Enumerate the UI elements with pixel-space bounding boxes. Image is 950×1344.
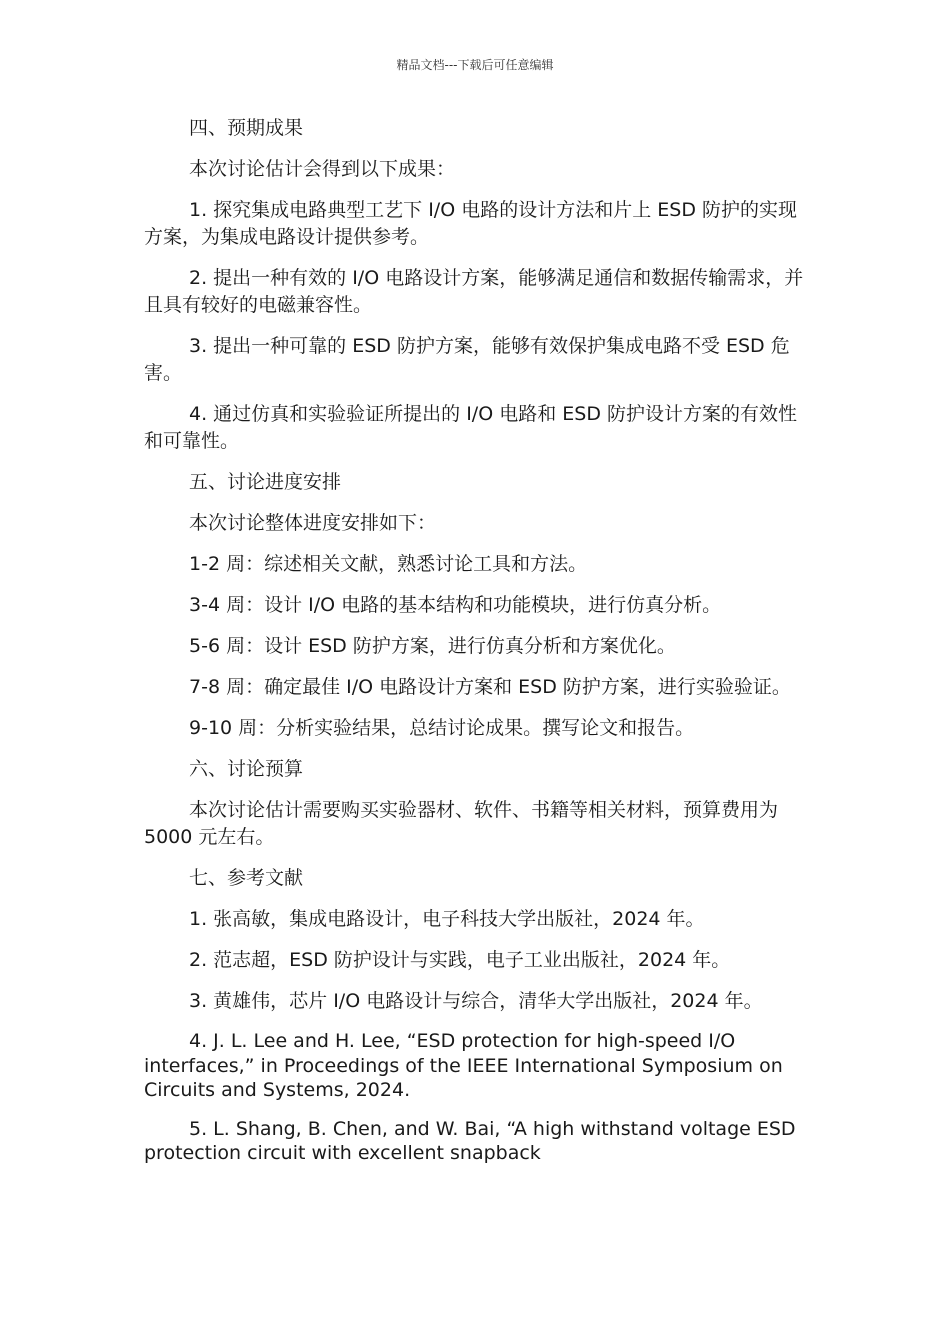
list-item: 3. 提出一种可靠的 ESD 防护方案，能够有效保护集成电路不受 ESD 危害。 [144,335,790,384]
reference-item: 5. L. Shang, B. Chen, and W. Bai, “A high withstand voltage ESD protection circuit with excellent snapback [144,1117,796,1164]
list-item: 2. 提出一种有效的 I/O 电路设计方案，能够满足通信和数据传输需求，并且具有较好的电磁兼容性。 [144,267,804,316]
paragraph: 本次讨论估计需要购买实验器材、软件、书籍等相关材料，预算费用为 5000 元左右。 [144,799,779,848]
section-heading-budget: 六、讨论预算 [189,758,304,780]
paragraph: 本次讨论估计会得到以下成果： [189,158,456,180]
schedule-item: 9-10 周：分析实验结果，总结讨论成果。撰写论文和报告。 [189,717,695,739]
schedule-item: 1-2 周：综述相关文献，熟悉讨论工具和方法。 [189,553,588,575]
list-item: 4. 通过仿真和实验验证所提出的 I/O 电路和 ESD 防护设计方案的有效性和可靠性。 [144,403,797,452]
schedule-item: 7-8 周：确定最佳 I/O 电路设计方案和 ESD 防护方案，进行实验验证。 [189,676,791,698]
page-header: 精品文档---下载后可任意编辑 [396,58,554,72]
list-item: 1. 探究集成电路典型工艺下 I/O 电路的设计方法和片上 ESD 防护的实现方案，为集成电路设计提供参考。 [144,199,797,248]
reference-item: 3. 黄雄伟，芯片 I/O 电路设计与综合，清华大学出版社，2024 年。 [189,990,763,1012]
section-heading-expected-results: 四、预期成果 [189,117,304,139]
reference-item: 1. 张高敏，集成电路设计，电子科技大学出版社，2024 年。 [189,908,705,930]
schedule-item: 3-4 周：设计 I/O 电路的基本结构和功能模块，进行仿真分析。 [189,594,722,616]
section-heading-references: 七、参考文献 [189,867,304,889]
schedule-item: 5-6 周：设计 ESD 防护方案，进行仿真分析和方案优化。 [189,635,676,657]
document-body [144,115,806,1180]
paragraph: 本次讨论整体进度安排如下： [189,512,437,534]
reference-item: 2. 范志超，ESD 防护设计与实践，电子工业出版社，2024 年。 [189,949,731,971]
reference-item: 4. J. L. Lee and H. Lee, “ESD protection for high-speed I/O interfaces,” in Proceedings of the IEEE International Symposium on Circuits and Systems, 2024. [144,1030,783,1101]
section-heading-schedule: 五、讨论进度安排 [189,471,342,493]
